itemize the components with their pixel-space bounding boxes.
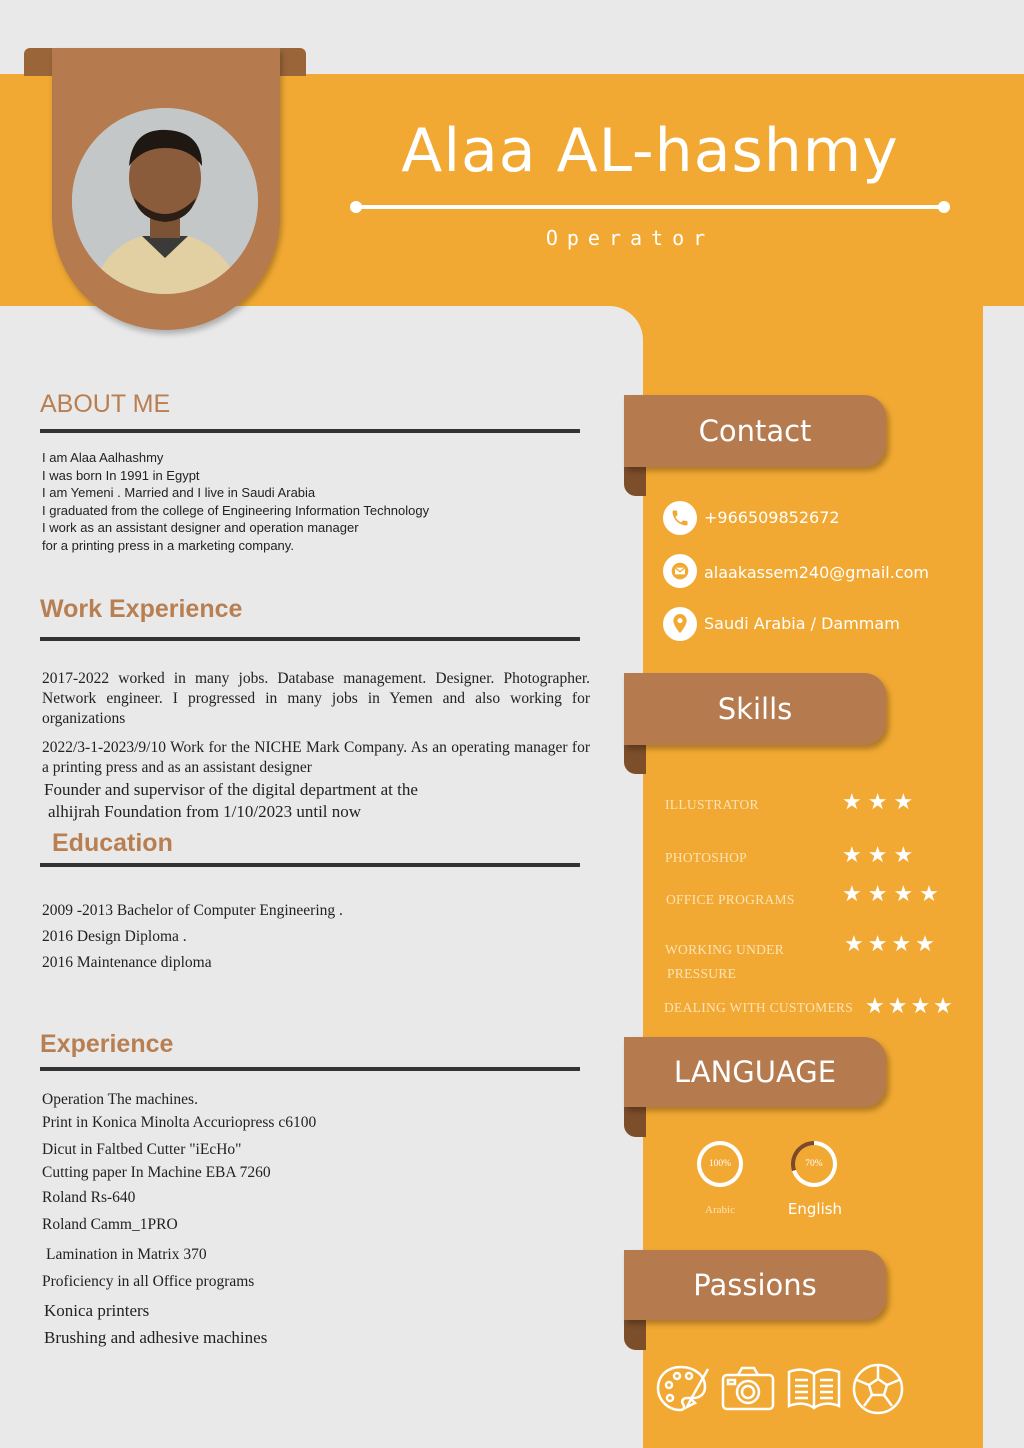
skill-label: WORKING UNDER [665,942,785,957]
skill-rating-stars: ★★★ [842,790,920,815]
about-line: I graduated from the college of Engineering Information Technology [42,502,430,518]
about-rule [40,429,580,433]
skill-label: ILLUSTRATOR [665,797,759,812]
work-heading: Work Experience [40,595,243,623]
work-paragraph-3b: alhijrah Foundation from 1/10/2023 until now [48,802,362,821]
experience-item: Print in Konica Minolta Accuriopress c6100 [42,1114,317,1131]
football-icon [851,1362,905,1421]
ribbon-fold-right [278,48,306,76]
job-title: Operator [545,226,715,250]
skill-label: DEALING WITH CUSTOMERS [664,1000,854,1015]
experience-item: Konica printers [44,1301,150,1320]
skill-rating-stars: ★★★ [842,843,920,868]
experience-rule [40,1067,580,1071]
about-heading: ABOUT ME [40,390,171,418]
language-heading-label: LANGUAGE [673,1055,837,1089]
header-divider [356,205,946,209]
passions-heading [624,1250,886,1320]
skill-rating-stars: ★★★★ [865,994,956,1019]
palette-icon [655,1363,711,1420]
language-progress-ring-english [791,1141,837,1187]
person-name: Alaa AL-hashmy [401,116,899,186]
about-line: I work as an assistant designer and operation manager [42,520,359,535]
passions-heading-label: Passions [693,1268,817,1302]
work-paragraph-2: 2022/3-1-2023/9/10 Work for the NICHE Mark Company. As an operating manager for a printing press and as an assistant designer [42,739,590,776]
skill-rating-stars: ★★★★ [844,932,939,957]
contact-heading [624,395,886,467]
experience-item: Dicut in Faltbed Cutter "iEcHo" [42,1141,242,1158]
camera-icon [720,1365,776,1418]
language-name: Arabic [705,1204,735,1216]
experience-item: Roland Camm_1PRO [42,1216,178,1233]
language-name: English [787,1200,843,1218]
contact-email[interactable]: alaakassem240@gmail.com [704,563,929,582]
skill-label: OFFICE PROGRAMS [666,892,795,907]
about-line: I was born In 1991 in Egypt [42,467,200,483]
divider-dot-right [938,201,950,213]
experience-item: Operation The machines. [42,1091,198,1108]
work-rule [40,637,580,641]
skills-heading [624,673,886,745]
education-item: 2016 Maintenance diploma [42,954,212,971]
experience-item: Lamination in Matrix 370 [46,1246,207,1263]
about-line: I am Yemeni . Married and I live in Saudi Arabia [42,485,316,500]
skill-rating-stars: ★★★★ [842,882,945,907]
profile-photo [72,108,258,294]
skills-heading-label: Skills [717,692,793,726]
education-heading: Education [52,829,173,857]
education-rule [40,863,580,867]
phone-icon [663,501,697,535]
language-heading [624,1037,886,1107]
skill-label-line2: PRESSURE [667,966,737,981]
ribbon-fold-left [24,48,54,76]
work-paragraph-3a: Founder and supervisor of the digital department at the [44,780,418,799]
experience-item: Brushing and adhesive machines [44,1328,268,1347]
contact-location: Saudi Arabia / Dammam [704,614,900,633]
experience-heading: Experience [40,1030,174,1058]
about-line: I am Alaa Aalhashmy [42,450,164,465]
right-margin-panel [983,306,1024,1448]
about-line: for a printing press in a marketing company. [42,537,294,553]
work-paragraph-1: 2017-2022 worked in many jobs. Database management. Designer. Photographer. Network engineer. I progressed in many jobs in Yemen and also working for organizations [42,670,590,727]
about-text [42,449,602,554]
language-percent: 100% [701,1145,739,1183]
book-icon [786,1366,842,1417]
location-pin-icon [663,607,697,641]
experience-item: Roland Rs-640 [42,1189,136,1206]
language-percent: 70% [795,1145,833,1183]
divider-dot-left [350,201,362,213]
education-item: 2016 Design Diploma . [42,928,187,945]
language-progress-ring-arabic [697,1141,743,1187]
contact-phone[interactable]: +966509852672 [704,508,840,527]
mail-icon [663,554,697,588]
education-item: 2009 -2013 Bachelor of Computer Engineering . [42,902,343,919]
experience-item: Cutting paper In Machine EBA 7260 [42,1164,271,1181]
skill-label: PHOTOSHOP [665,850,747,865]
contact-heading-label: Contact [698,414,812,448]
experience-item: Proficiency in all Office programs [42,1273,255,1290]
